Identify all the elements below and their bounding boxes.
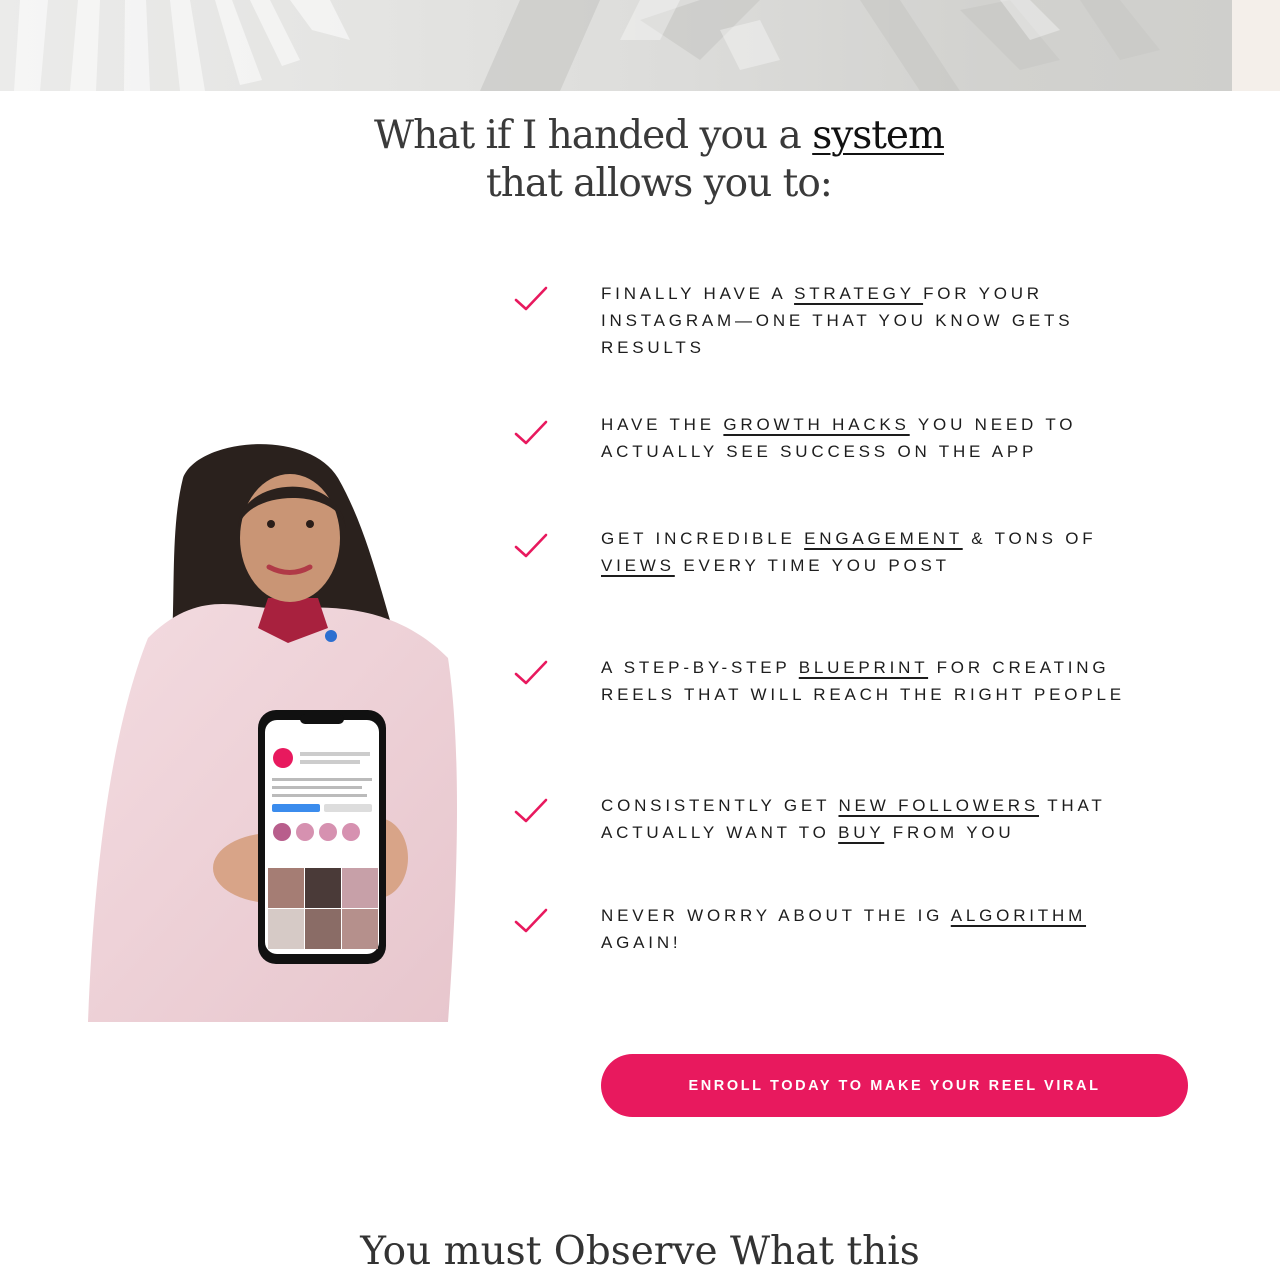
- benefit-text: CONSISTENTLY GET NEW FOLLOWERS THAT ACTUALLY WANT TO BUY FROM YOU: [601, 796, 1106, 842]
- benefit-keyword: VIEWS: [601, 556, 675, 575]
- palm-shadow-graphic: [0, 0, 1232, 91]
- coach-portrait-photo: [88, 438, 460, 1022]
- benefit-keyword: ENGAGEMENT: [804, 529, 963, 548]
- benefit-text: GET INCREDIBLE ENGAGEMENT & TONS OF VIEWS EVERY TIME YOU POST: [601, 529, 1097, 575]
- benefit-keyword: BLUEPRINT: [798, 658, 929, 677]
- headline-prefix: What if I handed you a: [374, 113, 813, 158]
- benefit-keyword: ALGORITHM: [950, 906, 1087, 925]
- benefit-text: A STEP-BY-STEP BLUEPRINT FOR CREATING REELS THAT WILL REACH THE RIGHT PEOPLE: [601, 658, 1125, 704]
- check-icon: [512, 531, 550, 561]
- benefit-keyword: GROWTH HACKS: [723, 415, 910, 434]
- next-section-heading: You must Observe What this: [360, 1229, 920, 1274]
- check-icon: [512, 284, 550, 314]
- benefit-text: FINALLY HAVE A STRATEGY FOR YOUR INSTAGRAM—ONE THAT YOU KNOW GETS RESULTS: [601, 284, 1074, 357]
- benefit-text: NEVER WORRY ABOUT THE IG ALGORITHM AGAIN!: [601, 906, 1087, 952]
- check-icon: [512, 796, 550, 826]
- benefit-text: HAVE THE GROWTH HACKS YOU NEED TO ACTUALLY SEE SUCCESS ON THE APP: [601, 415, 1077, 461]
- section-headline: [0, 112, 1280, 208]
- benefit-keyword: STRATEGY: [794, 284, 924, 303]
- benefit-keyword: NEW FOLLOWERS: [838, 796, 1040, 815]
- hero-background-image: [0, 0, 1232, 91]
- check-icon: [512, 906, 550, 936]
- headline-line2: that allows you to:: [486, 161, 832, 206]
- check-icon: [512, 658, 550, 688]
- enroll-button[interactable]: ENROLL TODAY TO MAKE YOUR REEL VIRAL: [601, 1054, 1188, 1117]
- hero-side-panel: [1232, 0, 1280, 91]
- headline-emphasis: system: [812, 113, 944, 158]
- benefit-keyword: BUY: [838, 823, 885, 842]
- check-icon: [512, 418, 550, 448]
